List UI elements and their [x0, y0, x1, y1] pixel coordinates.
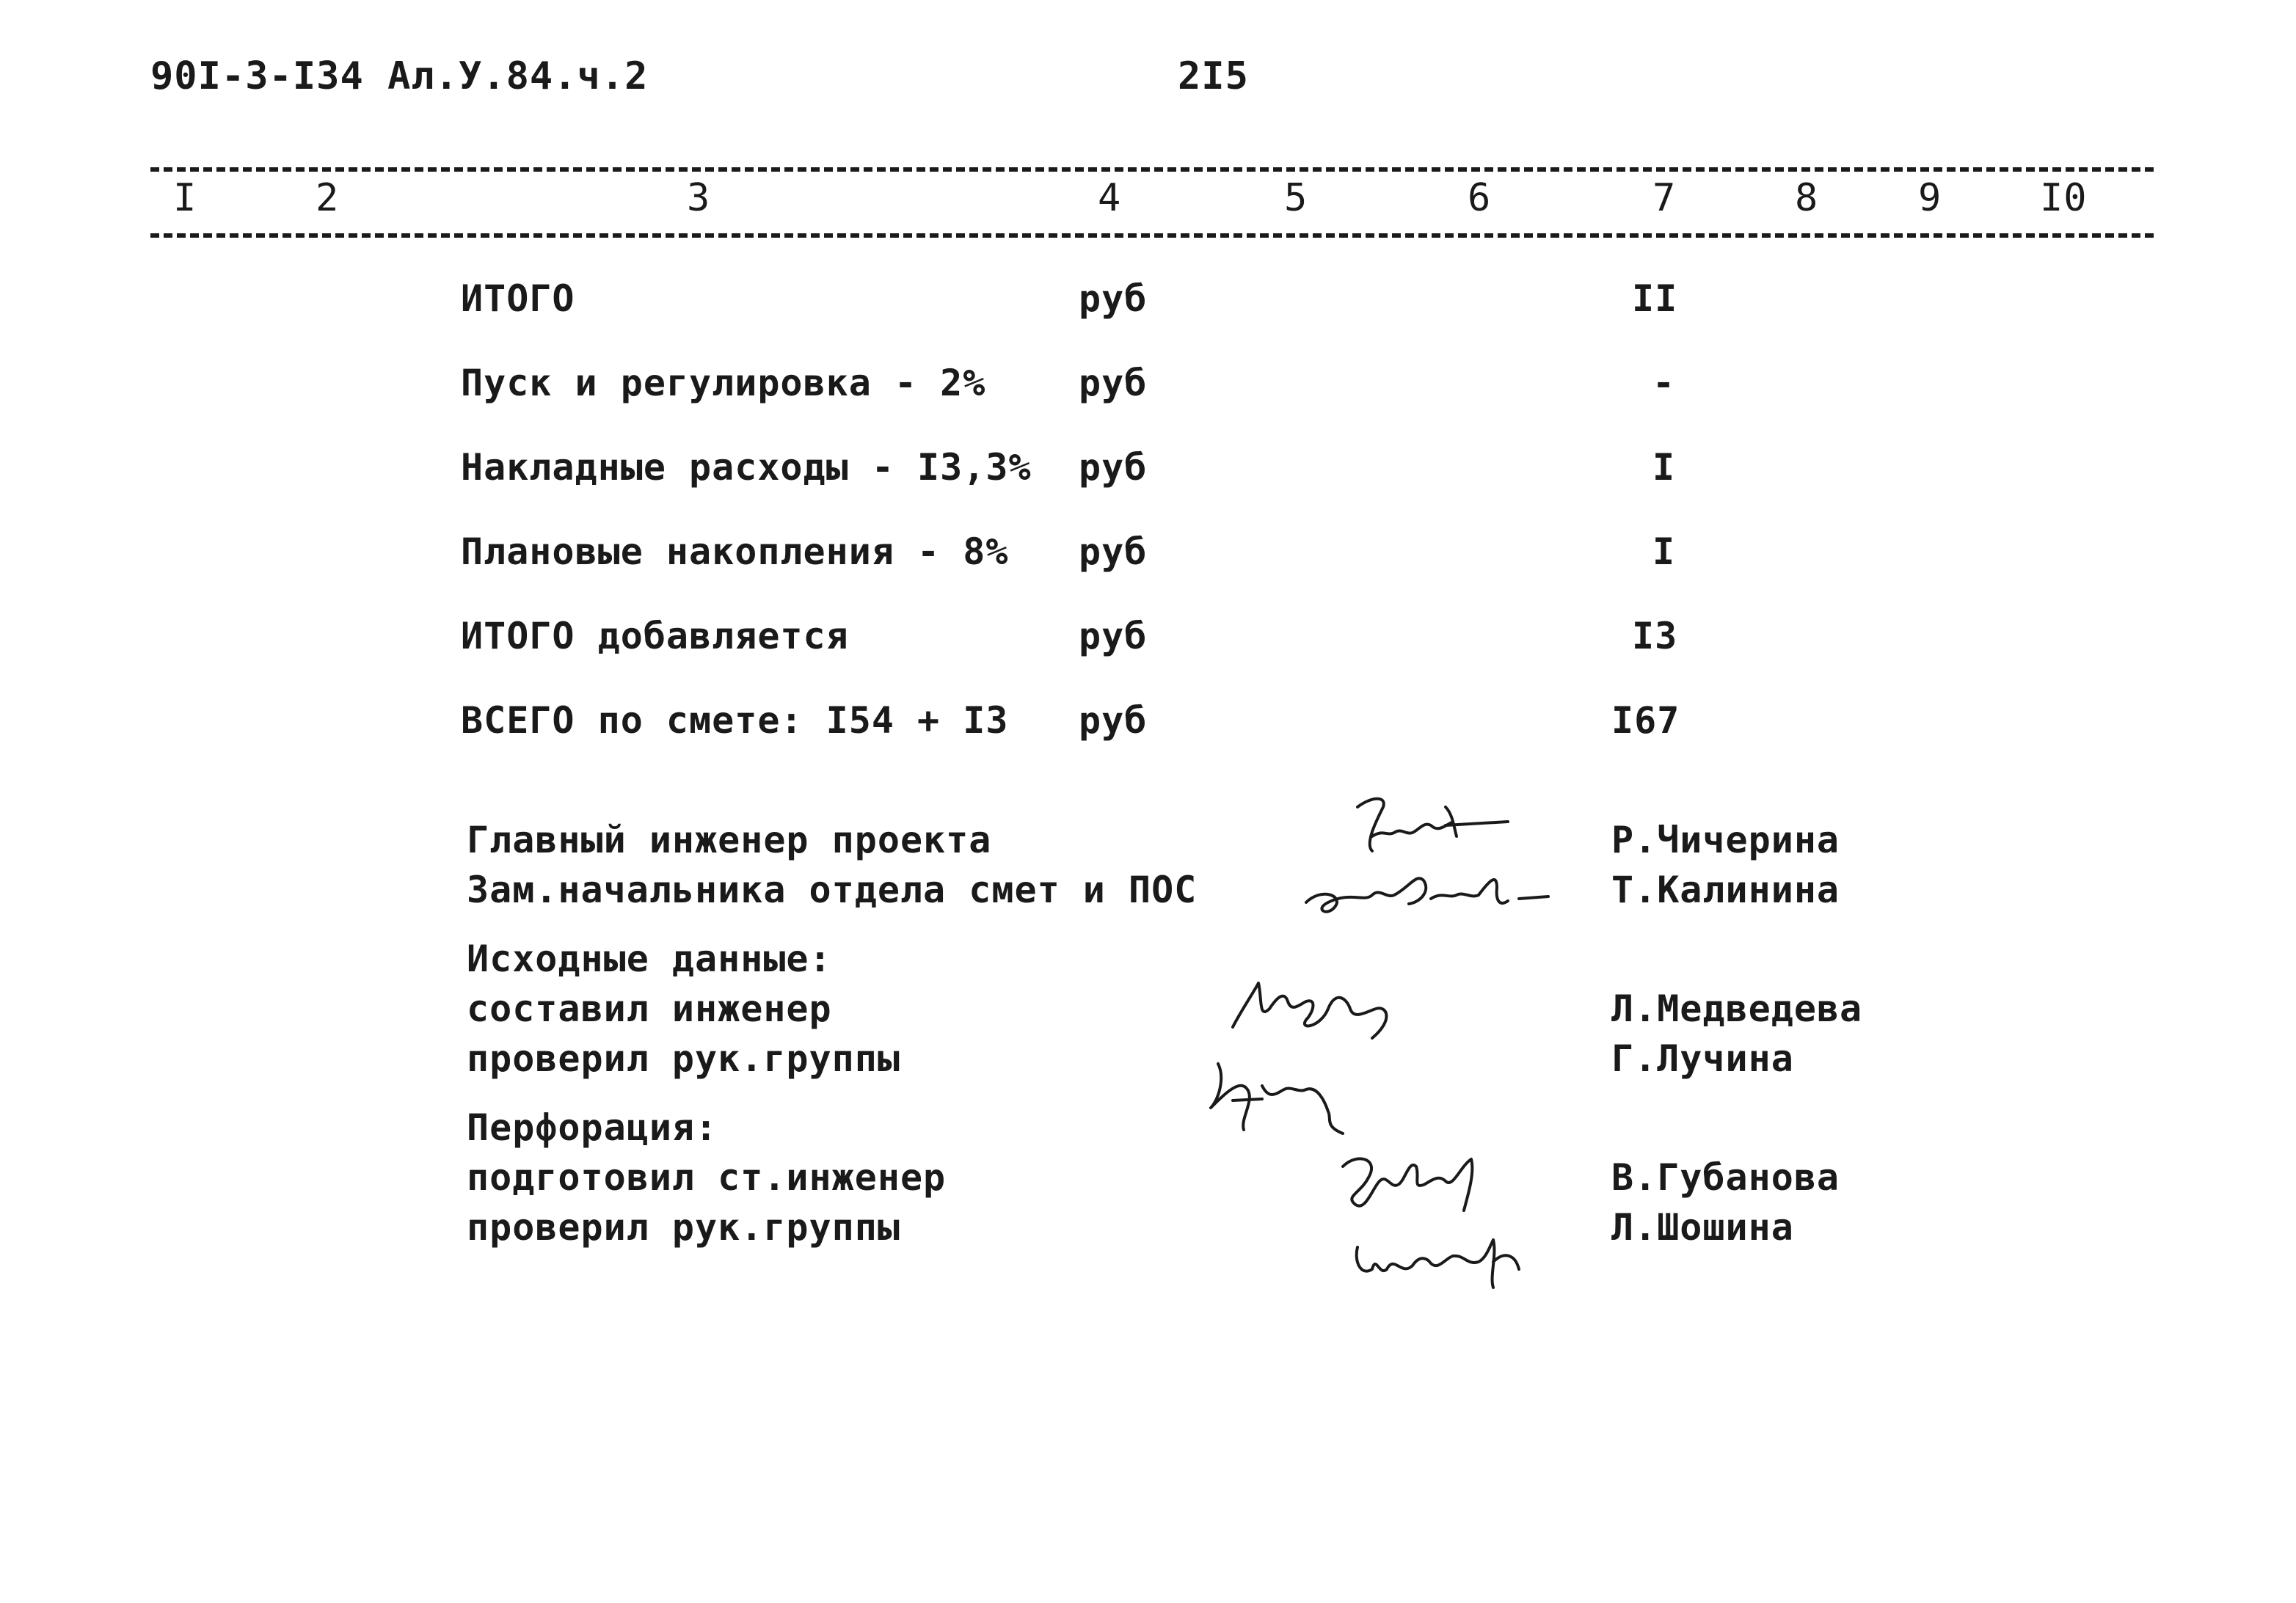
- checked-2-role: проверил рук.группы: [467, 1206, 900, 1249]
- column-number-10: I0: [2040, 176, 2088, 220]
- row-unit: руб: [1079, 362, 1148, 404]
- row-value: I: [1652, 530, 1676, 573]
- column-number-2: 2: [316, 176, 340, 220]
- row-label: Пуск и регулировка - 2%: [461, 362, 986, 404]
- deputy-head-name: Т.Калинина: [1611, 869, 1840, 911]
- compiled-role: составил инженер: [467, 987, 832, 1030]
- perforation-title: Перфорация:: [467, 1106, 718, 1149]
- row-label: ВСЕГО по смете: I54 + I3: [461, 699, 1009, 742]
- deputy-head-role: Зам.начальника отдела смет и ПОС: [467, 869, 1198, 911]
- column-number-9: 9: [1918, 176, 1942, 220]
- checked-1-name: Г.Лучина: [1611, 1037, 1794, 1080]
- column-number-6: 6: [1468, 176, 1492, 220]
- document-code: 90I-3-I34 Ал.У.84.ч.2: [150, 54, 649, 98]
- column-number-4: 4: [1098, 176, 1122, 220]
- prepared-name: В.Губанова: [1611, 1156, 1840, 1199]
- row-unit: руб: [1079, 530, 1148, 573]
- signature-chicherina: [1343, 792, 1512, 858]
- row-label: ИТОГО добавляется: [461, 615, 849, 657]
- row-unit: руб: [1079, 277, 1148, 320]
- signature-medvedeva: [1218, 968, 1424, 1049]
- row-value: I: [1652, 446, 1676, 489]
- chief-engineer-role: Главный инженер проекта: [467, 819, 992, 861]
- signature-kalinina: [1299, 858, 1563, 924]
- row-unit: руб: [1079, 699, 1148, 742]
- column-number-1: I: [173, 176, 197, 220]
- row-unit: руб: [1079, 446, 1148, 489]
- signature-shoshina: [1343, 1218, 1548, 1291]
- row-label: ИТОГО: [461, 277, 575, 320]
- checked-1-role: проверил рук.группы: [467, 1037, 900, 1080]
- column-number-7: 7: [1652, 176, 1677, 220]
- source-data-title: Исходные данные:: [467, 938, 832, 980]
- column-header-top-rule: [150, 167, 2154, 172]
- checked-2-name: Л.Шошина: [1611, 1206, 1794, 1249]
- column-number-8: 8: [1795, 176, 1819, 220]
- column-number-5: 5: [1284, 176, 1308, 220]
- row-value: -: [1652, 362, 1676, 404]
- row-value: I67: [1611, 699, 1680, 742]
- row-value: II: [1632, 277, 1678, 320]
- column-number-3: 3: [687, 176, 711, 220]
- row-label: Плановые накопления - 8%: [461, 530, 1009, 573]
- signature-luchina: [1196, 1049, 1357, 1144]
- row-label: Накладные расходы - I3,3%: [461, 446, 1032, 489]
- chief-engineer-name: Р.Чичерина: [1611, 819, 1840, 861]
- row-value: I3: [1632, 615, 1678, 657]
- prepared-role: подготовил ст.инженер: [467, 1156, 947, 1199]
- row-unit: руб: [1079, 615, 1148, 657]
- column-header-bottom-rule: [150, 233, 2154, 238]
- compiled-name: Л.Медведева: [1611, 987, 1863, 1030]
- page-number: 2I5: [1178, 54, 1249, 98]
- signature-gubanova: [1328, 1144, 1497, 1225]
